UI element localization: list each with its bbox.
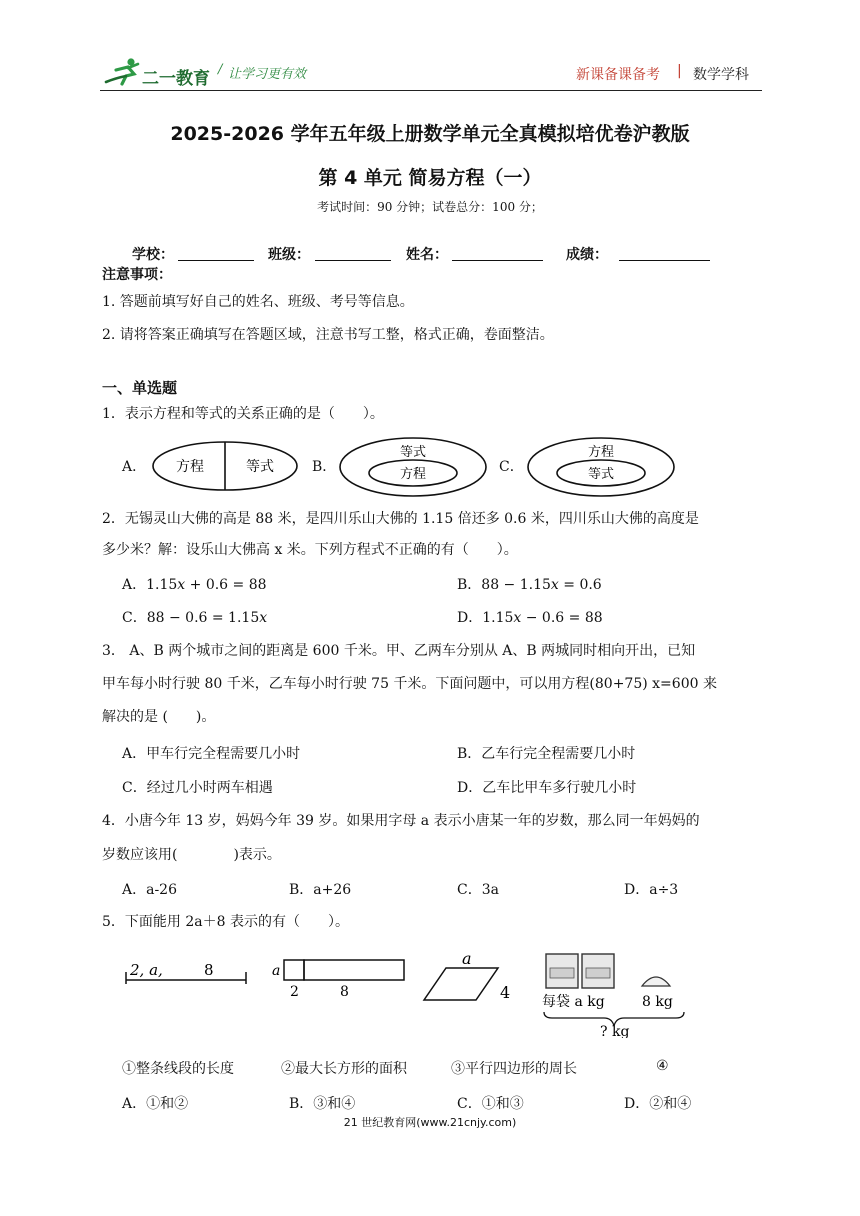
q2-option-b-equation: 88 − 1.15𝑥 = 0.6 — [481, 577, 602, 593]
notes-heading: 注意事项： — [102, 267, 172, 283]
q5-option-d[interactable]: D．②和④ — [624, 1096, 692, 1112]
q5-fig1-label-b: 8 — [204, 961, 214, 979]
class-label: 班级： — [268, 247, 310, 263]
header-tagline: 新课备课备考 — [576, 67, 660, 83]
q5-caption-4: ④ — [656, 1058, 669, 1074]
q1-a-left-label: 方程 — [176, 459, 204, 475]
q2-option-c-equation: 88 − 0.6 = 1.15𝑥 — [146, 610, 268, 626]
q3-line-3: 解决的是 ( )。 — [102, 709, 216, 725]
q1-c-outer-label: 方程 — [587, 445, 615, 460]
q4-option-b[interactable]: B．a+26 — [289, 882, 352, 898]
q5-figure-2-rectangles — [270, 954, 410, 1000]
q1-figure-c — [526, 436, 676, 498]
header-rule — [100, 90, 762, 91]
flour-pile-icon — [642, 977, 670, 986]
q1-c-inner-label: 等式 — [587, 467, 615, 482]
score-blank[interactable] — [619, 244, 710, 261]
q5-figure-1-segment — [122, 960, 252, 990]
q2-line-2: 多少米？解：设乐山大佛高 x 米。下列方程式不正确的有（ ）。 — [102, 542, 518, 558]
q5-option-b[interactable]: B．③和④ — [289, 1096, 356, 1112]
q2-option-b[interactable] — [457, 574, 602, 594]
q3-option-b[interactable]: B．乙车行完全程需要几小时 — [457, 746, 636, 762]
q1-b-outer-label: 等式 — [399, 445, 427, 460]
q5-fig3-label-a: a — [462, 949, 472, 968]
q2-option-b-label: B． — [457, 577, 482, 593]
class-blank[interactable] — [315, 244, 391, 261]
school-label: 学校： — [132, 247, 174, 263]
school-blank[interactable] — [178, 244, 254, 261]
note-item-2: 2. 请将答案正确填写在答题区域，注意书写工整，格式正确，卷面整洁。 — [102, 327, 554, 343]
q5-caption-3: ③平行四边形的周长 — [451, 1061, 577, 1077]
q5-fig2-label-c: 8 — [340, 984, 349, 1000]
q5-caption-2: ②最大长方形的面积 — [281, 1061, 407, 1077]
q5-fig4-label-c: ? kg — [600, 1024, 630, 1038]
page-title: 2025-2026 学年五年级上册数学单元全真模拟培优卷沪教版 — [170, 123, 690, 145]
q4-option-c[interactable]: C．3a — [457, 882, 499, 898]
q1-b-inner-label: 方程 — [399, 467, 427, 482]
q4-option-a[interactable]: A．a-26 — [122, 882, 178, 898]
q4-line-2: 岁数应该用( )表示。 — [102, 847, 281, 863]
header-subject: 数学学科 — [693, 67, 749, 83]
q2-line-1: 2．无锡灵山大佛的高是 88 米，是四川乐山大佛的 1.15 倍还多 0.6 米，四川乐山大佛的高度是 — [102, 511, 699, 527]
q1-figure-b — [338, 436, 488, 498]
q4-option-d[interactable]: D．a÷3 — [624, 882, 679, 898]
footer-text: 21 世纪教育网(www.21cnjy.com) — [343, 1116, 517, 1129]
q5-fig4-label-a: 每袋 a kg — [542, 994, 605, 1010]
note-item-1: 1. 答题前填写好自己的姓名、班级、考号等信息。 — [102, 294, 414, 310]
q2-option-c[interactable] — [122, 607, 267, 627]
header-separator: | — [677, 63, 682, 79]
unit-title: 第 4 单元 简易方程（一） — [318, 167, 542, 189]
q5-figure-3-parallelogram — [418, 948, 518, 1004]
score-label: 成绩： — [566, 247, 608, 263]
name-blank[interactable] — [452, 244, 543, 261]
q1-stem: 1．表示方程和等式的关系正确的是（ ）。 — [102, 406, 384, 422]
q3-line-1: 3． A、B 两个城市之间的距离是 600 千米。甲、乙两车分别从 A、B 两城同时相向开出，已知 — [102, 643, 696, 659]
q1-a-right-label: 等式 — [246, 459, 274, 475]
q3-line-2: 甲车每小时行驶 80 千米，乙车每小时行驶 75 千米。下面问题中，可以用方程(80+75) x=600 来 — [102, 676, 717, 692]
q5-option-a[interactable]: A．①和② — [122, 1096, 189, 1112]
q5-fig2-label-a: a — [272, 963, 281, 979]
q2-option-a-equation: 1.15𝑥 + 0.6 = 88 — [146, 577, 267, 593]
q2-option-d-label: D． — [457, 610, 483, 626]
q2-option-c-label: C． — [122, 610, 147, 626]
name-label: 姓名： — [406, 247, 448, 263]
q1-option-b[interactable]: B． — [312, 459, 337, 475]
q2-option-d-equation: 1.15𝑥 − 0.6 = 88 — [482, 610, 603, 626]
section-heading: 一、单选题 — [102, 379, 178, 397]
q2-option-a-label: A． — [122, 577, 147, 593]
exam-info: 考试时间：90 分钟；试卷总分：100 分； — [317, 200, 543, 214]
q2-option-a[interactable] — [122, 574, 267, 594]
q2-option-d[interactable] — [457, 607, 603, 627]
q4-line-1: 4．小唐今年 13 岁，妈妈今年 39 岁。如果用字母 a 表示小唐某一年的岁数，那么同一年妈妈的 — [102, 813, 700, 829]
q5-fig1-label-a: 2, a, — [130, 961, 163, 979]
q5-fig4-label-b: 8 kg — [642, 994, 673, 1010]
slogan: 让学习更有效 — [228, 67, 307, 82]
q3-option-c[interactable]: C．经过几小时两车相遇 — [122, 780, 273, 796]
slogan-slash: / — [218, 62, 223, 77]
q3-option-d[interactable]: D．乙车比甲车多行驶几小时 — [457, 780, 637, 796]
q5-caption-1: ①整条线段的长度 — [122, 1061, 234, 1077]
q5-option-c[interactable]: C．①和③ — [457, 1096, 524, 1112]
q5-stem: 5．下面能用 2a＋8 表示的有（ ）。 — [102, 914, 349, 930]
q1-option-a[interactable]: A． — [122, 459, 147, 475]
logo-text: 二一教育 — [142, 69, 210, 89]
q3-option-a[interactable]: A．甲车行完全程需要几小时 — [122, 746, 301, 762]
q5-fig2-label-b: 2 — [290, 984, 299, 1000]
q5-figure-4-bags — [538, 946, 698, 1038]
logo — [104, 56, 216, 90]
q1-option-c[interactable]: C． — [499, 459, 524, 475]
q1-figure-a — [150, 440, 300, 492]
runner-logo-icon — [104, 56, 144, 88]
q5-fig3-label-b: 4 — [500, 983, 511, 1002]
